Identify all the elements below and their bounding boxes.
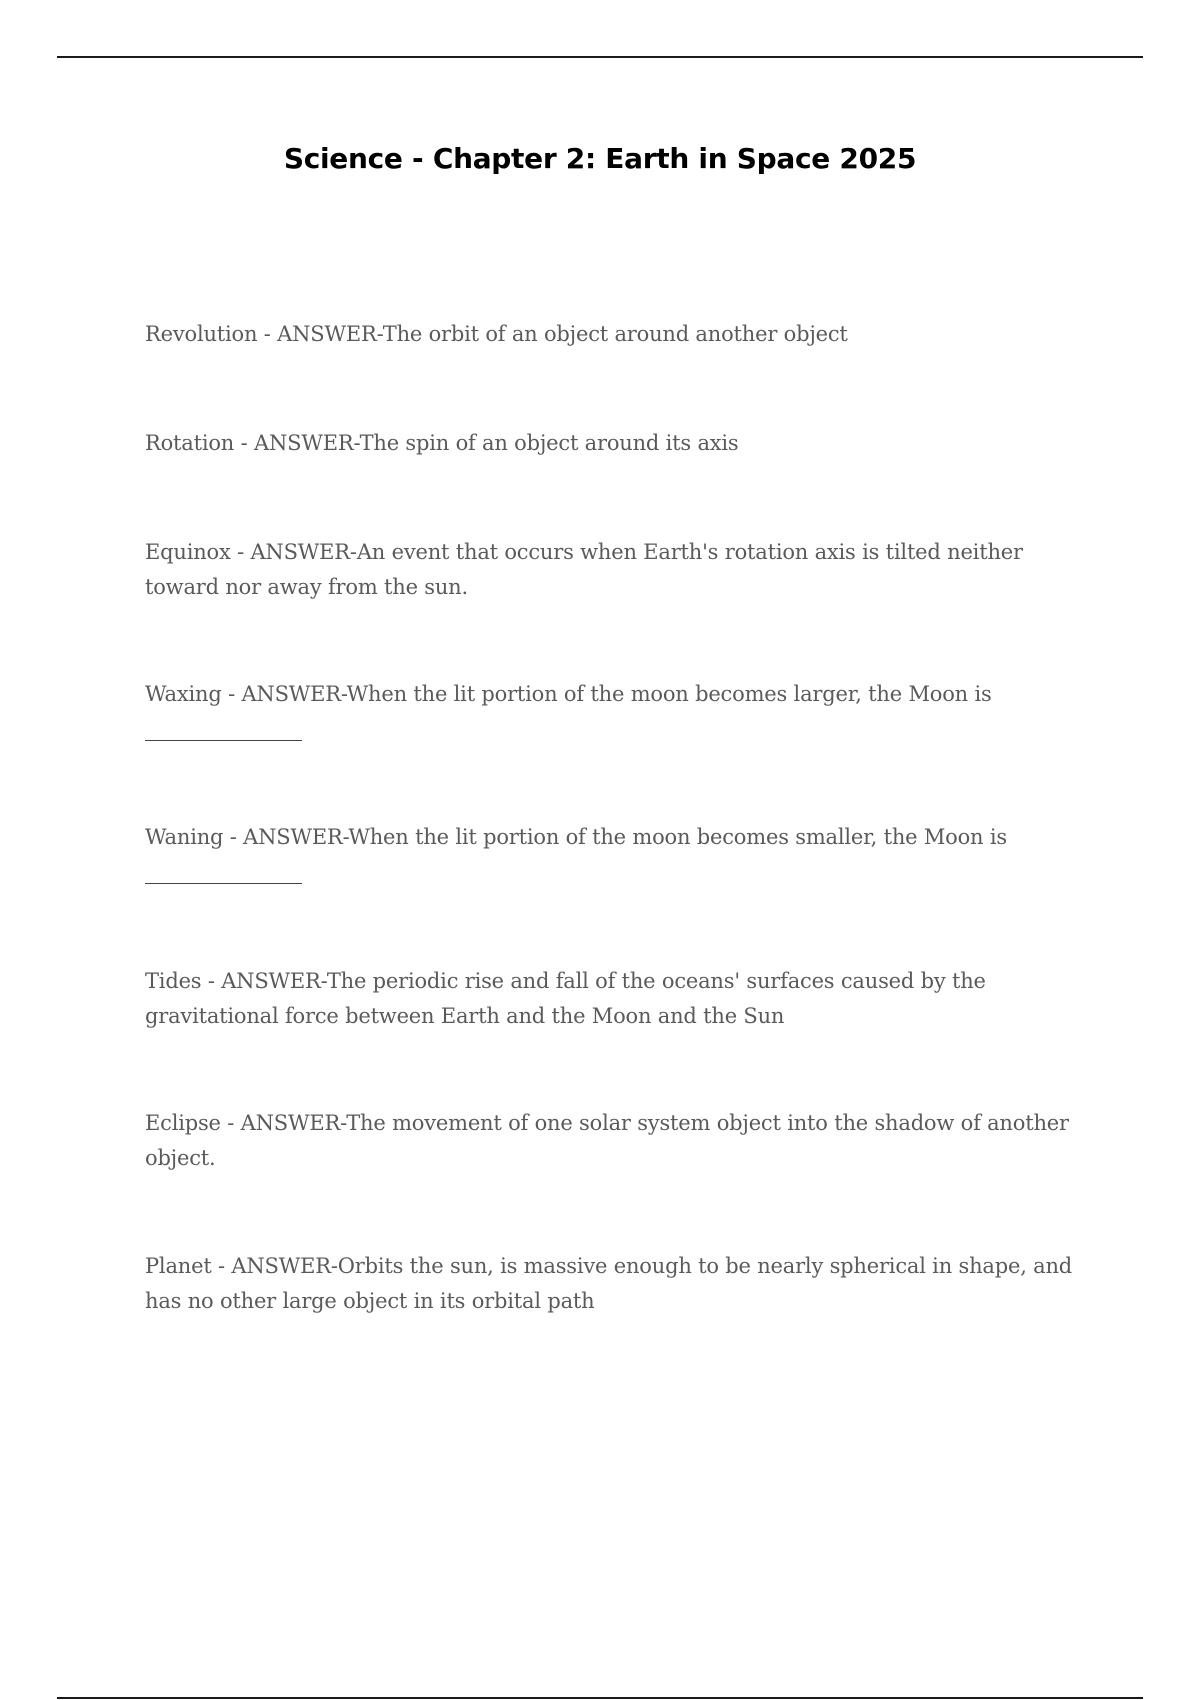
fill-in-blank-line [145,883,302,884]
entry-separator: - ANSWER- [221,682,347,706]
entry-definition: The movement of one solar system object into the shadow of another object. [145,1111,1069,1170]
entry-separator: - ANSWER- [211,1254,338,1278]
entry-term: Tides [145,969,202,993]
entry-revolution [145,317,1085,352]
entry-waxing [145,677,1085,741]
entry-separator: - ANSWER- [201,969,327,993]
entry-definition: An event that occurs when Earth's rotation axis is tilted neither toward nor away from the sun. [145,540,1023,599]
entry-waning [145,820,1085,884]
entry-definition: Orbits the sun, is massive enough to be nearly spherical in shape, and has no other large object in its orbital path [145,1254,1073,1313]
fill-in-blank-line [145,740,302,741]
entry-term: Eclipse [145,1111,221,1135]
entry-term: Revolution [145,322,258,346]
entry-definition: The orbit of an object around another object [382,322,848,346]
bottom-rule [57,1697,1143,1699]
entry-definition: When the lit portion of the moon becomes larger, the Moon is [346,682,992,706]
entry-term: Waxing [145,682,222,706]
entry-eclipse [145,1106,1085,1176]
page-title: Science - Chapter 2: Earth in Space 2025 [283,142,917,175]
entry-equinox [145,535,1085,605]
entry-separator: - ANSWER- [257,322,383,346]
entry-separator: - ANSWER- [230,540,357,564]
top-rule [57,56,1143,58]
entry-term: Planet [145,1254,212,1278]
entry-term: Waning [145,825,224,849]
entry-separator: - ANSWER- [223,825,349,849]
entry-definition: The spin of an object around its axis [359,431,739,455]
entry-definition: When the lit portion of the moon becomes smaller, the Moon is [348,825,1007,849]
entry-planet [145,1249,1085,1319]
entry-separator: - ANSWER- [234,431,360,455]
entry-term: Rotation [145,431,235,455]
entry-term: Equinox [145,540,231,564]
entry-rotation [145,426,1085,461]
entry-tides [145,964,1085,1034]
entry-separator: - ANSWER- [220,1111,347,1135]
entry-definition: The periodic rise and fall of the oceans' surfaces caused by the gravitational force between Earth and the Moon and the Sun [145,969,986,1028]
